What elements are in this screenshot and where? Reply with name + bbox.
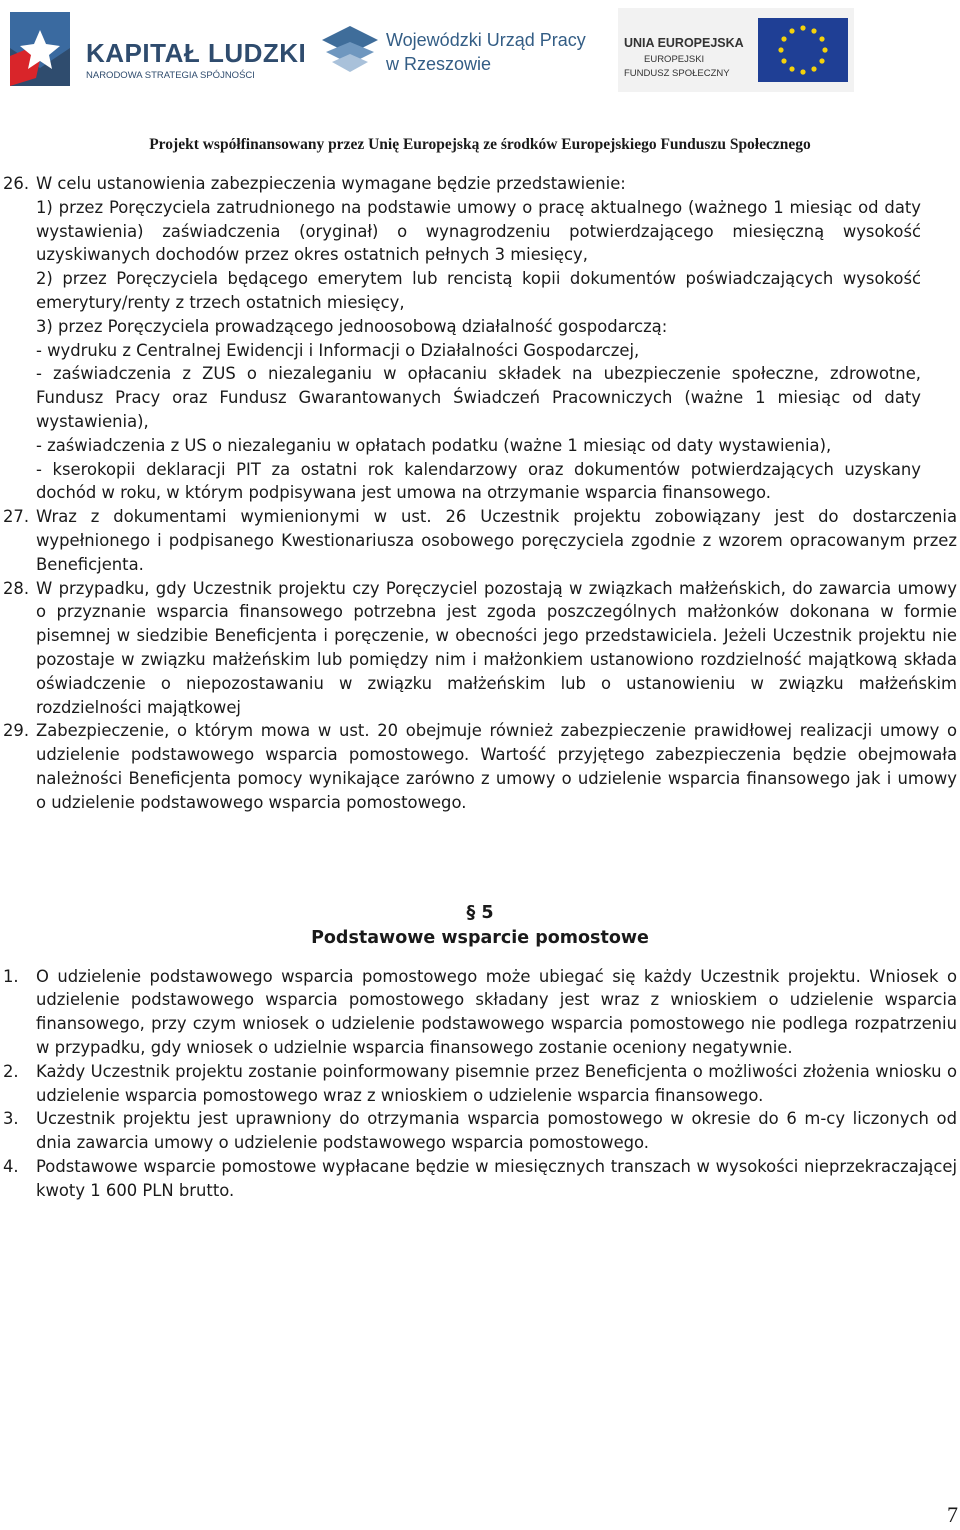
kapital-ludzki-subtitle: NARODOWA STRATEGIA SPÓJNOŚCI (86, 70, 255, 81)
paragraph-28 (0, 577, 960, 720)
page-number: 7 (947, 1502, 958, 1527)
eu-name-line2: EUROPEJSKI (644, 54, 705, 65)
wup-name-line2: w Rzeszowie (386, 54, 492, 74)
kapital-ludzki-emblem-icon (6, 8, 78, 92)
paragraph-text: Uczestnik projektu jest uprawniony do otrzymania wsparcia pomostowego w okresie do 6 m-cy liczonych od dnia zawarcia umowy o udzielenie podstawowego wsparcia pomostowego. (36, 1109, 957, 1153)
list-item: - wydruku z Centralnej Ewidencji i Informacji o Działalności Gospodarczej, (36, 340, 640, 360)
paragraph-number: 3. (3, 1109, 19, 1129)
paragraph-number: 26. (3, 174, 30, 193)
paragraph-text: W przypadku, gdy Uczestnik projektu czy Poręczyciel pozostają w związkach małżeńskich, do zawarcia umowy o przyznanie wsparcia finansowego potrzebna jest zgoda poszczególnych małżonków dokonana w formie pisemnej w siedzibie Beneficjenta i poręczenie, w obecności jego przedstawiciela. Jeżeli Uczestnik projektu nie pozostaje w związku małżeńskim lub pomiędzy nim i małżonkiem ustanowiono rozdzielność majątkową składa oświadczenie o niepozostawaniu w związku małżeńskim lub o ustanowieniu w związku małżeńskim rozdzielności majątkowej (36, 578, 957, 717)
paragraph-26-item-2 (0, 267, 960, 315)
paragraph-number: 27. (3, 507, 30, 527)
eu-name-line1: UNIA EUROPEJSKA (624, 36, 744, 50)
cofinancing-statement: Projekt współfinansowany przez Unię Europejską ze środków Europejskiego Funduszu Społecznego (149, 136, 811, 153)
paragraph-number: 1. (3, 966, 19, 986)
paragraph-text: Wraz z dokumentami wymienionymi w ust. 26 Uczestnik projektu zobowiązany jest do dostarczenia wypełnionego i podpisanego Kwestionariusza osobowego poręczyciela zgodnie z wzorem opracowanym przez Beneficjenta. (36, 507, 957, 574)
paragraph-number: 2. (3, 1061, 19, 1081)
paragraph-26 (0, 172, 960, 196)
section-5-item-4 (0, 1155, 960, 1203)
wup-emblem-icon (320, 18, 380, 78)
section-5-item-3 (0, 1107, 960, 1155)
eu-flag-icon (618, 8, 854, 92)
section-symbol: § 5 (466, 902, 494, 923)
eu-efs-logo (618, 8, 854, 92)
paragraph-27 (0, 505, 960, 576)
paragraph-text: Każdy Uczestnik projektu zostanie poinformowany pisemnie przez Beneficjenta o możliwości złożenia wniosku o udzielenie wsparcia pomostowego wraz z wnioskiem o udzielenie wsparcia finansowego. (36, 1061, 957, 1105)
paragraph-26-dash-2 (0, 362, 960, 433)
list-item: - zaświadczenia z ZUS o niezaleganiu w opłacaniu składek na ubezpieczenie społeczne, zdrowotne, Fundusz Pracy oraz Fundusz Gwarantowanych Świadczeń Pracowniczych (ważne 1 miesiąc od daty wystawienia), (36, 364, 921, 431)
eu-name-line3: FUNDUSZ SPOŁECZNY (624, 68, 730, 79)
paragraph-text: W celu ustanowienia zabezpieczenia wymagane będzie przedstawienie: (36, 174, 626, 193)
paragraph-text: O udzielenie podstawowego wsparcia pomostowego może ubiegać się każdy Uczestnik projektu. Wniosek o udzielenie podstawowego wsparcia pomostowego składany jest wraz z wnioskiem o udzielenie wsparcia finansowego, przy czym wniosek o udzielenie podstawowego wsparcia pomostowego nie podlega rozpatrzeniu w przypadku, gdy wniosek o udzielnie wsparcia finansowego zostanie oceniony negatywnie. (36, 966, 957, 1057)
kapital-ludzki-logo (6, 8, 307, 92)
wup-rzeszow-logo (320, 18, 590, 78)
list-item: - kserokopii deklaracji PIT za ostatni rok kalendarzowy oraz dokumentów potwierdzających uzyskany dochód w roku, w którym podpisywana jest umowa na otrzymanie wsparcia finansowego. (36, 459, 921, 503)
list-item: 2) przez Poręczyciela będącego emerytem lub rencistą kopii dokumentów poświadczających wysokość emerytury/renty z trzech ostatnich miesięcy, (36, 269, 921, 312)
paragraph-26-dash-1 (0, 339, 960, 363)
kapital-ludzki-title: KAPITAŁ LUDZKI (86, 38, 307, 68)
list-item: - zaświadczenia z US o niezaleganiu w opłatach podatku (ważne 1 miesiąc od daty wystawienia), (36, 435, 832, 455)
section-title: Podstawowe wsparcie pomostowe (311, 927, 649, 948)
paragraph-text: Podstawowe wsparcie pomostowe wypłacane będzie w miesięcznych transzach w wysokości nieprzekraczającej kwoty 1 600 PLN brutto. (36, 1156, 957, 1200)
paragraph-number: 4. (3, 1156, 19, 1176)
list-item: 3) przez Poręczyciela prowadzącego jednoosobową działalność gospodarczą: (36, 316, 668, 336)
wup-name-line1: Wojewódzki Urząd Pracy (386, 30, 586, 50)
paragraph-number: 29. (3, 721, 30, 741)
paragraph-text: Zabezpieczenie, o którym mowa w ust. 20 obejmuje również zabezpieczenie prawidłowej realizacji umowy o udzielenie podstawowego wsparcia pomostowego. Wartość przyjętego zabezpieczenia będzie obejmowała należności Beneficjenta pomocy wynikające zarówno z umowy o udzielenie wsparcia finansowego jak i umowy o udzielenie podstawowego wsparcia pomostowego. (36, 721, 957, 812)
document-body (0, 172, 960, 1202)
list-item: 1) przez Poręczyciela zatrudnionego na podstawie umowy o pracę aktualnego (ważnego 1 miesiąc od daty wystawienia) zaświadczenia (oryginał) o wynagrodzeniu potwierdzającego miesięczną wysokość uzyskiwanych dochodów przez okres ostatnich pełnych 3 miesięcy, (36, 197, 921, 265)
paragraph-26-item-1 (0, 196, 960, 267)
paragraph-29 (0, 719, 960, 814)
paragraph-26-dash-4 (0, 458, 960, 506)
paragraph-number: 28. (3, 578, 30, 598)
page-header (0, 0, 960, 153)
paragraph-26-item-3 (0, 315, 960, 339)
section-5-item-1 (0, 965, 960, 1060)
paragraph-26-dash-3 (0, 434, 960, 458)
section-5-item-2 (0, 1060, 960, 1108)
